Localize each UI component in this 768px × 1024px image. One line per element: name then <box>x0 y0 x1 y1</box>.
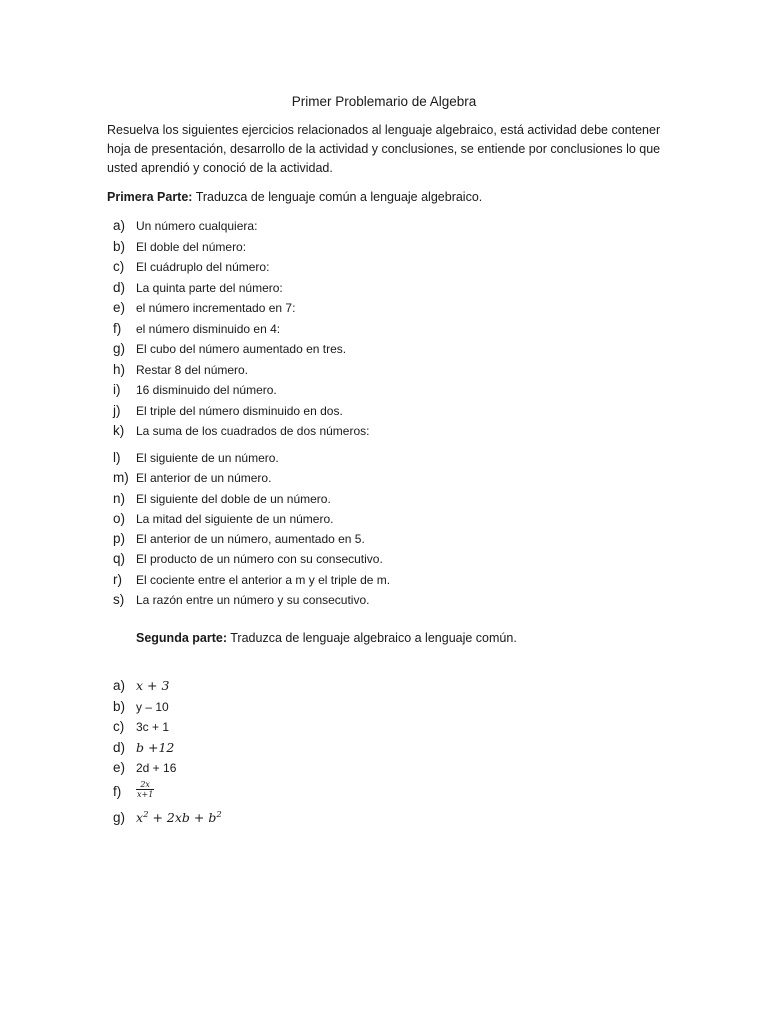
list-item <box>113 468 390 488</box>
fraction-denominator: x+1 <box>137 789 154 799</box>
item-marker: c) <box>113 719 125 734</box>
list-item <box>113 319 369 340</box>
part1-heading: Primera Parte: <box>107 190 193 204</box>
list-item <box>113 676 222 697</box>
item-marker: f) <box>113 320 122 336</box>
item-marker: n) <box>113 490 126 506</box>
part2-heading: Segunda parte: <box>136 631 227 645</box>
item-text: La razón entre un número y su consecutivo. <box>136 593 370 608</box>
term-rest: + 2xb + b <box>148 809 217 825</box>
item-text: La mitad del siguiente de un número. <box>136 511 334 526</box>
list-item <box>113 257 369 278</box>
item-expression: b +12 <box>136 739 175 755</box>
part1-instruction: Traduzca de lenguaje común a lenguaje algebraico. <box>195 190 483 204</box>
item-marker: b) <box>113 238 126 254</box>
item-marker: d) <box>113 279 126 295</box>
part1-heading-line <box>107 188 482 207</box>
part1-list-b <box>113 448 390 610</box>
item-marker: s) <box>113 592 125 608</box>
item-marker: k) <box>113 423 125 439</box>
part2-instruction: Traduzca de lenguaje algebraico a lenguaje común. <box>230 631 517 645</box>
item-marker: j) <box>113 402 121 418</box>
item-marker: o) <box>113 510 126 526</box>
exponent: 2 <box>143 809 149 820</box>
item-text: el número disminuido en 4: <box>136 321 281 336</box>
item-text: Restar 8 del número. <box>136 362 249 377</box>
list-item <box>113 758 222 779</box>
intro-paragraph: Resuelva los siguientes ejercicios relacionados al lenguaje algebraico, está actividad debe contener hoja de presentación, desarrollo de la actividad y conclusiones, se entiende por conclusiones lo que usted aprendió y conoció de la actividad. <box>107 123 661 175</box>
item-marker: l) <box>113 450 121 465</box>
item-expression: y – 10 <box>136 699 169 714</box>
part1-list-a <box>113 216 369 442</box>
item-text: El cociente entre el anterior a m y el triple de m. <box>136 572 391 587</box>
item-text: el número incrementado en 7: <box>136 301 296 316</box>
list-item <box>113 401 369 422</box>
item-marker: g) <box>113 341 126 357</box>
item-marker: c) <box>113 259 125 275</box>
part2-heading-line <box>136 629 517 648</box>
item-text: El siguiente del doble de un número. <box>136 491 331 506</box>
fraction-numerator: 2x <box>136 780 154 790</box>
polynomial-expression <box>136 810 222 825</box>
list-item <box>113 805 222 826</box>
list-item <box>113 549 390 569</box>
item-text: El cuádruplo del número: <box>136 260 270 275</box>
exponent: 2 <box>216 809 222 820</box>
document-title: Primer Problemario de Algebra <box>291 94 477 109</box>
item-marker: h) <box>113 361 126 377</box>
list-item <box>113 237 369 258</box>
part2-list <box>113 676 222 825</box>
item-text: 16 disminuido del número. <box>136 383 277 398</box>
list-item <box>113 216 369 237</box>
item-text: El anterior de un número. <box>136 471 272 486</box>
list-item <box>113 509 390 529</box>
item-marker: d) <box>113 739 126 755</box>
term-x: x <box>136 809 144 825</box>
item-expression: 2d + 16 <box>136 761 177 775</box>
list-item <box>113 298 369 319</box>
list-item <box>113 717 222 738</box>
item-marker: f) <box>113 783 122 799</box>
item-marker: r) <box>113 571 122 587</box>
list-item <box>113 489 390 509</box>
list-item <box>113 529 390 549</box>
list-item <box>113 697 222 718</box>
item-text: Un número cualquiera: <box>136 219 258 233</box>
list-item <box>113 380 369 401</box>
item-marker: a) <box>113 678 126 693</box>
item-marker: g) <box>113 809 126 825</box>
item-marker: e) <box>113 760 126 775</box>
item-text: El producto de un número con su consecutivo. <box>136 552 383 567</box>
item-marker: i) <box>113 382 121 398</box>
list-item <box>113 570 390 590</box>
item-marker: b) <box>113 698 126 714</box>
list-item <box>113 278 369 299</box>
item-text: El anterior de un número, aumentado en 5. <box>136 532 365 547</box>
list-item <box>113 339 369 360</box>
list-item <box>113 738 222 759</box>
item-text: La quinta parte del número: <box>136 280 283 295</box>
item-expression: x + 3 <box>136 678 170 693</box>
list-item <box>113 779 222 805</box>
item-text: El cubo del número aumentado en tres. <box>136 342 347 357</box>
list-item <box>113 360 369 381</box>
list-item <box>113 590 390 610</box>
item-marker: e) <box>113 300 126 316</box>
fraction-expression <box>136 780 154 799</box>
item-text: El triple del número disminuido en dos. <box>136 403 343 418</box>
item-marker: q) <box>113 551 126 567</box>
item-expression: 3c + 1 <box>136 720 170 734</box>
item-text: El siguiente de un número. <box>136 451 279 465</box>
list-item <box>113 448 390 468</box>
item-marker: m) <box>113 470 129 486</box>
item-text: La suma de los cuadrados de dos números: <box>136 424 370 439</box>
item-marker: p) <box>113 531 126 547</box>
list-item <box>113 421 369 442</box>
item-text: El doble del número: <box>136 239 247 254</box>
item-marker: a) <box>113 218 126 233</box>
